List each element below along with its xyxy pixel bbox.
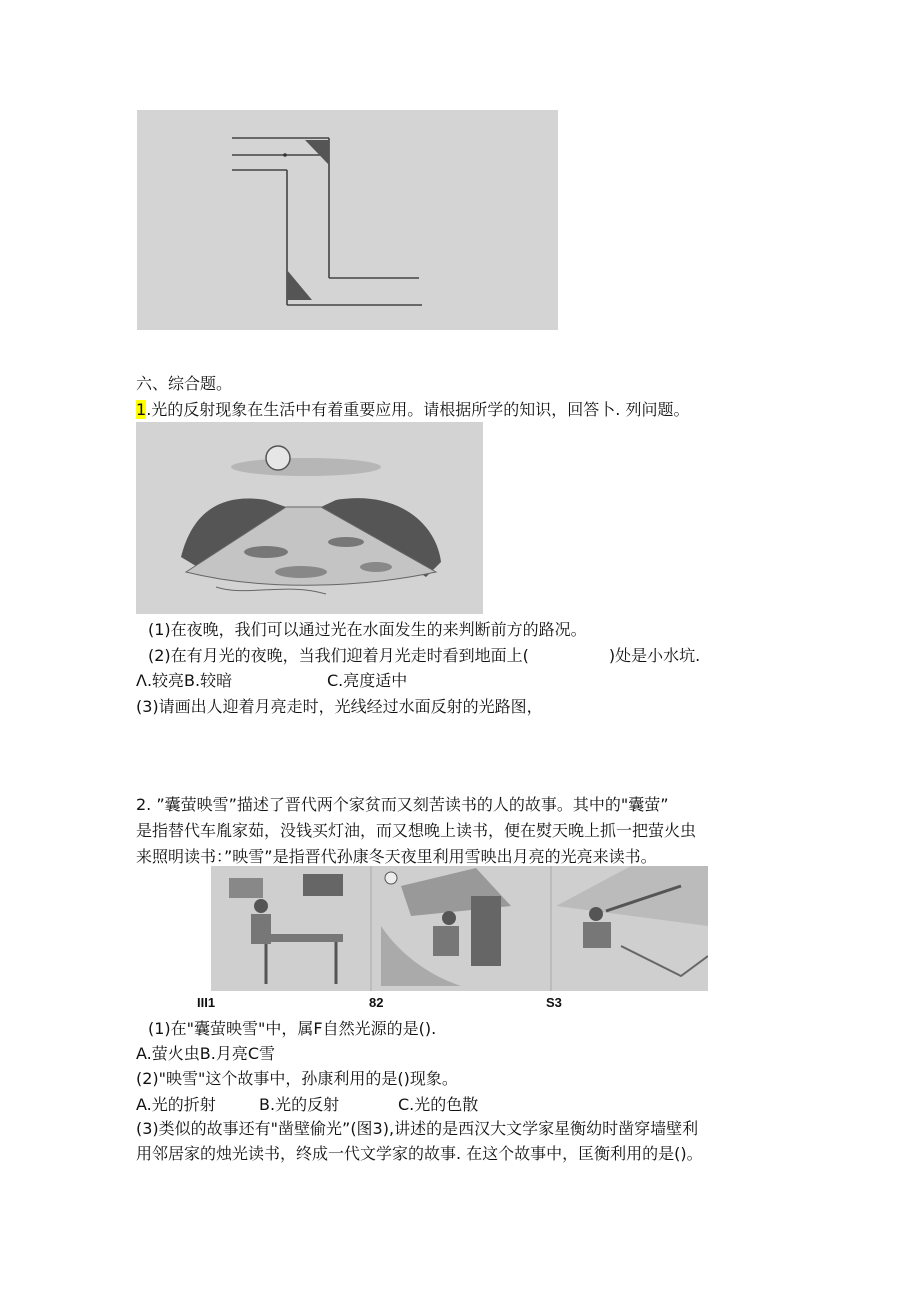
night-road-figure [136,422,483,614]
question-1-text: .光的反射现象在生活中有着重要应用。请根据所学的知识，回答卜. 列问题。 [146,400,690,419]
question-2-sub2-option-c: C.光的色散 [398,1095,479,1114]
question-1-option-c: C.亮度适中 [327,671,408,690]
question-1-option-ab: Λ.较亮B.较暗 [136,671,233,690]
question-2-sub2-option-a: A.光的折射 [136,1095,216,1114]
question-1-number: 1 [136,400,147,419]
question-2-line1: 2. ”囊萤映雪”描述了晋代两个家贫而又刻苦读书的人的故事。其中的"囊萤” [136,795,669,814]
question-2-line3: 来照明读书：”映雪”是指晋代孙康冬天夜里利用雪映出月亮的光亮来读书。 [136,847,657,866]
story-panels [211,866,708,991]
question-2-sub1: (1)在"囊萤映雪"中，属F自然光源的是(). [148,1019,437,1038]
question-2-sub3-line2: 用邻居家的烛光读书，终成一代文学家的故事. 在这个故事中，匡衡利用的是()。 [136,1144,703,1163]
question-1-sub2: (2)在有月光的夜晚，当我们迎着月光走时看到地面上( )处是小水坑. [148,646,701,665]
question-2-sub2: (2)"映雪"这个故事中，孙康利用的是()现象。 [136,1069,458,1088]
question-1-sub1: (1)在夜晚，我们可以通过光在水面发生的来判断前方的路况。 [148,620,587,639]
periscope-diagram [137,110,558,330]
question-1-sub3: (3)请画出人迎着月亮走时，光线经过水面反射的光路图， [136,697,543,716]
periscope-figure [137,110,558,330]
figure-label-1: III1 [197,995,216,1010]
figure-label-2: 82 [369,995,384,1010]
section-heading: 六、综合题。 [136,374,233,393]
question-2-line2: 是指替代车胤家茹，没钱买灯油，而又想晚上读书，便在熨天晚上抓一把萤火虫 [136,821,697,840]
figure-label-3: S3 [546,995,562,1010]
question-2-sub1-options: A.萤火虫B.月亮C雪 [136,1044,275,1063]
night-road-illustration [136,422,483,614]
question-2-sub2-option-b: B.光的反射 [259,1095,340,1114]
question-2-sub3-line1: (3)类似的故事还有"凿壁偷光”(图3),讲述的是西汉大文学家星衡幼时凿穿墙壁利 [136,1119,699,1138]
story-illustration [211,866,708,991]
question-1-stem [136,400,689,420]
